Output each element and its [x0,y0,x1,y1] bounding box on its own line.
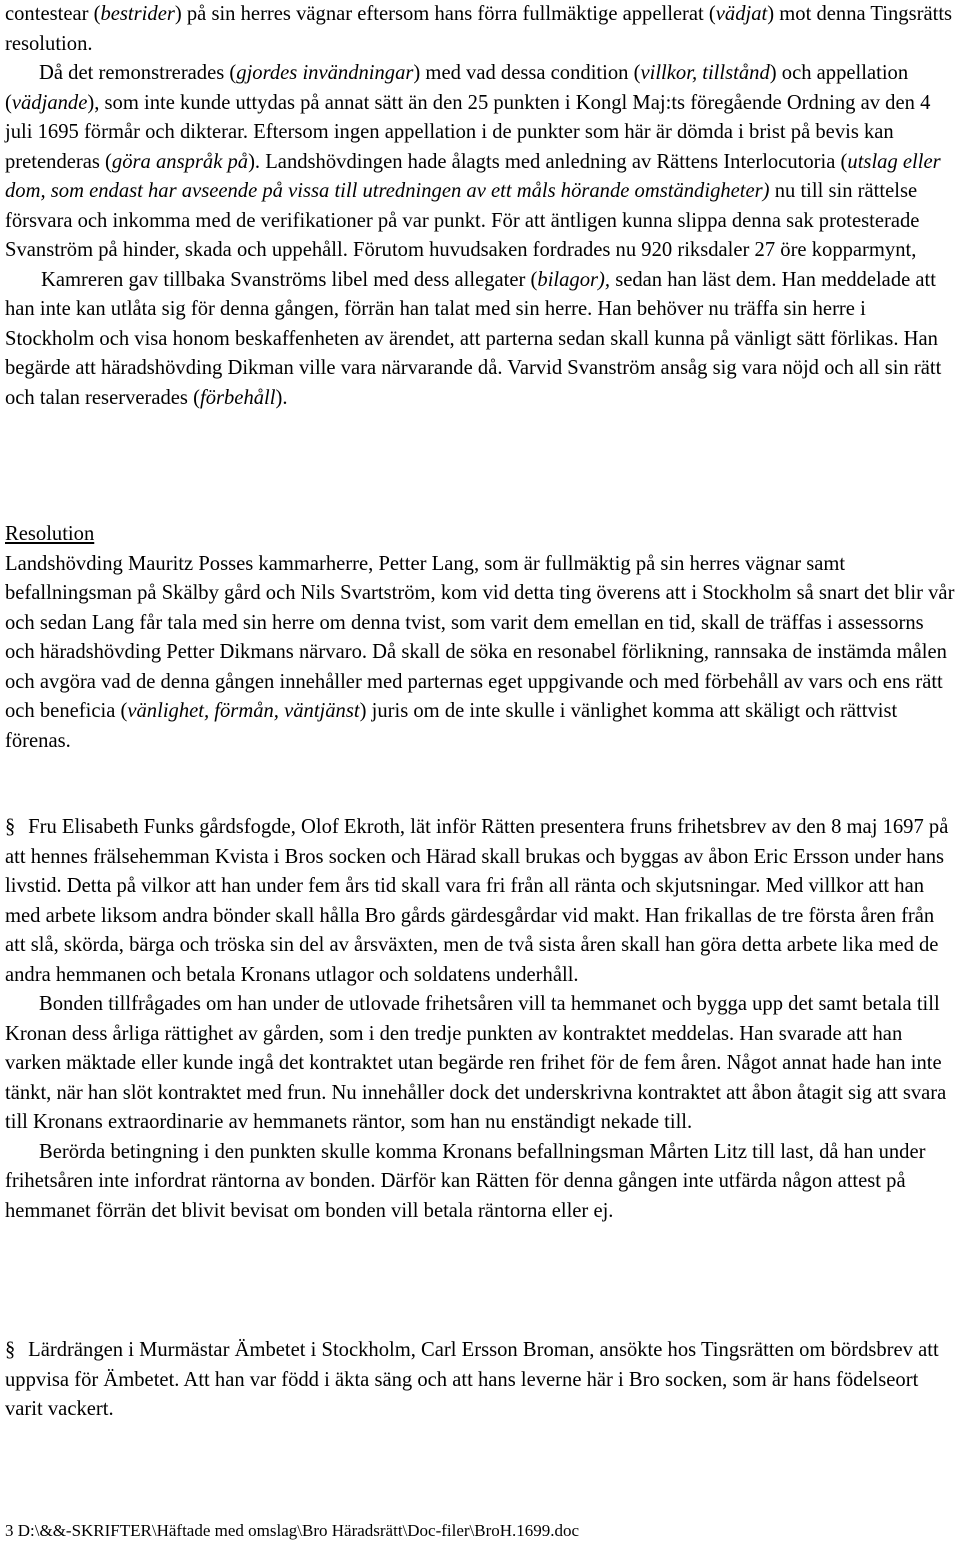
paragraph: Bonden tillfrågades om han under de utlovade frihetsåren vill ta hemmanet och bygga upp det samt betala till Kronan dess årliga rättighet av gården, som i den tredje punkten av kontraktet meddelas. Han svarade att han varken mäktade eller kunde ingå det kontraktet utan begärde ren frihet för de fem åren. Något annat hade han inte tänkt, när han slöt kontraktet med frun. Nu innehåller dock det underskrivna kontraktet att åbon åtagit sig att svara till Kronans extraordinarie av hemmanets räntor, som han nu enständigt nekade till. [5,993,947,1133]
page-number: 3 [5,1521,14,1540]
file-path: D:\&&-SKRIFTER\Häftade med omslag\Bro Häradsrätt\Doc-filer\BroH.1699.doc [17,1521,580,1540]
section-sign: § [5,1339,16,1361]
italic-run: förbehåll [199,386,276,409]
section-broman [5,1336,957,1425]
italic-run: vädjat [715,3,768,25]
italic-run: göra anspråk på [111,150,249,173]
italic-run: bestrider [100,3,175,25]
section-sign: § [5,816,16,838]
paragraph-text: Lärdrängen i Murmästar Ämbetet i Stockholm, Carl Ersson Broman, ansökte hos Tingsrätten om bördsbrev att uppvisa för Ämbetet. Att han var född i äkta säng och att hans leverne här i Bro socken, som är hans födelseort varit vackert. [5,1339,939,1420]
paragraph: contestear (bestrider) på sin herres vägnar eftersom hans förra fullmäktige appellerat (vädjat) mot denna Tingsrätts resolution. [5,3,953,55]
section-kvista [5,813,957,1226]
italic-run: bilagor), [537,268,611,291]
paragraph-text: Fru Elisabeth Funks gårdsfogde, Olof Ekroth, lät inför Rätten presentera fruns frihetsbrev av den 8 maj 1697 på att hennes frälsehemman Kvista i Bros socken och Härad skall brukas och byggas av åbon Eric Ersson under hans livstid. Detta på vilkor att han under fem års tid skall vara fri från all ränta och skjutsningar. Med villkor att han med arbete liksom andra bönder skall hålla Bro gårds gärdesgårdar vid makt. Han frikallas de tre första åren från att slå, skörda, bärga och tröska sin del av årsväxten, men de två sista åren skall han göra detta arbete lika med de andra hemmanen och betala Kronans utlagor och soldatens underhåll. [5,816,949,986]
italic-run: gjordes invändningar [236,62,414,84]
paragraph [5,813,957,990]
resolution-section [5,520,957,756]
italic-run: villkor, tillstånd [640,62,770,84]
italic-run: utslag eller dom, som endast har avseende på vissa till utredningen av ett måls hörande omständigheter) [5,150,941,202]
italic-run: vänlighet, förmån, väntjänst [127,700,360,722]
paragraph: Landshövding Mauritz Posses kammarherre, Petter Lang, som är fullmäktig på sin herres vägnar samt befallningsman på Skälby gård och Nils Svartström, kom vid detta ting överens att i Stockholm så snart det blir vår och sedan Lang får tala med sin herre om denna tvist, som varit dem emellan en tid, skall de träffas i assessorns och häradshövding Petter Dikmans närvaro. Då skall de söka en resonabel förlikning, rannsaka de instämda målen och avgöra vad de denna gången innehåller med parternas eget uppgivande och med förbehåll av vars och ens rätt och beneficia (vänlighet, förmån, väntjänst) juris om de inte skulle i vänlighet komma att skäligt och rättvist förenas. [5,552,955,752]
section-heading: Resolution [5,523,95,545]
italic-run: vädjande [11,91,88,114]
paragraph: Kamreren gav tillbaka Svanströms libel med dess allegater (bilagor), sedan han läst dem. Han meddelade att han inte kan utlåta sig för denna gången, förrän han talat med sin herre. Han behöver nu träffa sin herre i Stockholm och visa honom beskaffenheten av ärendet, att parterna sedan skall kunna på vänligt sätt förlikas. Han begärde att häradshövding Dikman ville vara närvarande då. Varvid Svanström ansåg sig vara nöjd och all sin rätt och talan reserverades (förbehåll). [5,268,942,409]
text-block-top [5,0,957,413]
page-footer [5,1521,579,1541]
paragraph [5,1336,957,1425]
paragraph: Berörda betingning i den punkten skulle komma Kronans befallningsman Mårten Litz till last, då han under frihetsåren inte infordrat räntorna av bonden. Därför kan Rätten för denna gången inte utfärda någon attest på hemmanet förrän det blivit bevisat om bonden vill betala räntorna eller ej. [5,1140,926,1222]
paragraph: Då det remonstrerades (gjordes invändningar) med vad dessa condition (villkor, tillstånd) och appellation (vädjande), som inte kunde uttydas på annat sätt än den 25 punkten i Kongl Maj:ts föregående Ordning av den 4 juli 1695 förmår och dikterar. Eftersom ingen appellation i de punkter som här är dömda i brist på bevis kan pretenderas (göra anspråk på). Landshövdingen hade ålagts med anledning av Rättens Interlocutoria (utslag eller dom, som endast har avseende på vissa till utredningen av ett måls hörande omständigheter) nu till sin rättelse försvara och inkomma med de verifikationer på var punkt. För att äntligen kunna slippa denna sak protesterade Svanström på hinder, skada och uppehåll. Förutom huvudsaken fordrades nu 920 riksdaler 27 öre kopparmynt, [5,62,941,261]
